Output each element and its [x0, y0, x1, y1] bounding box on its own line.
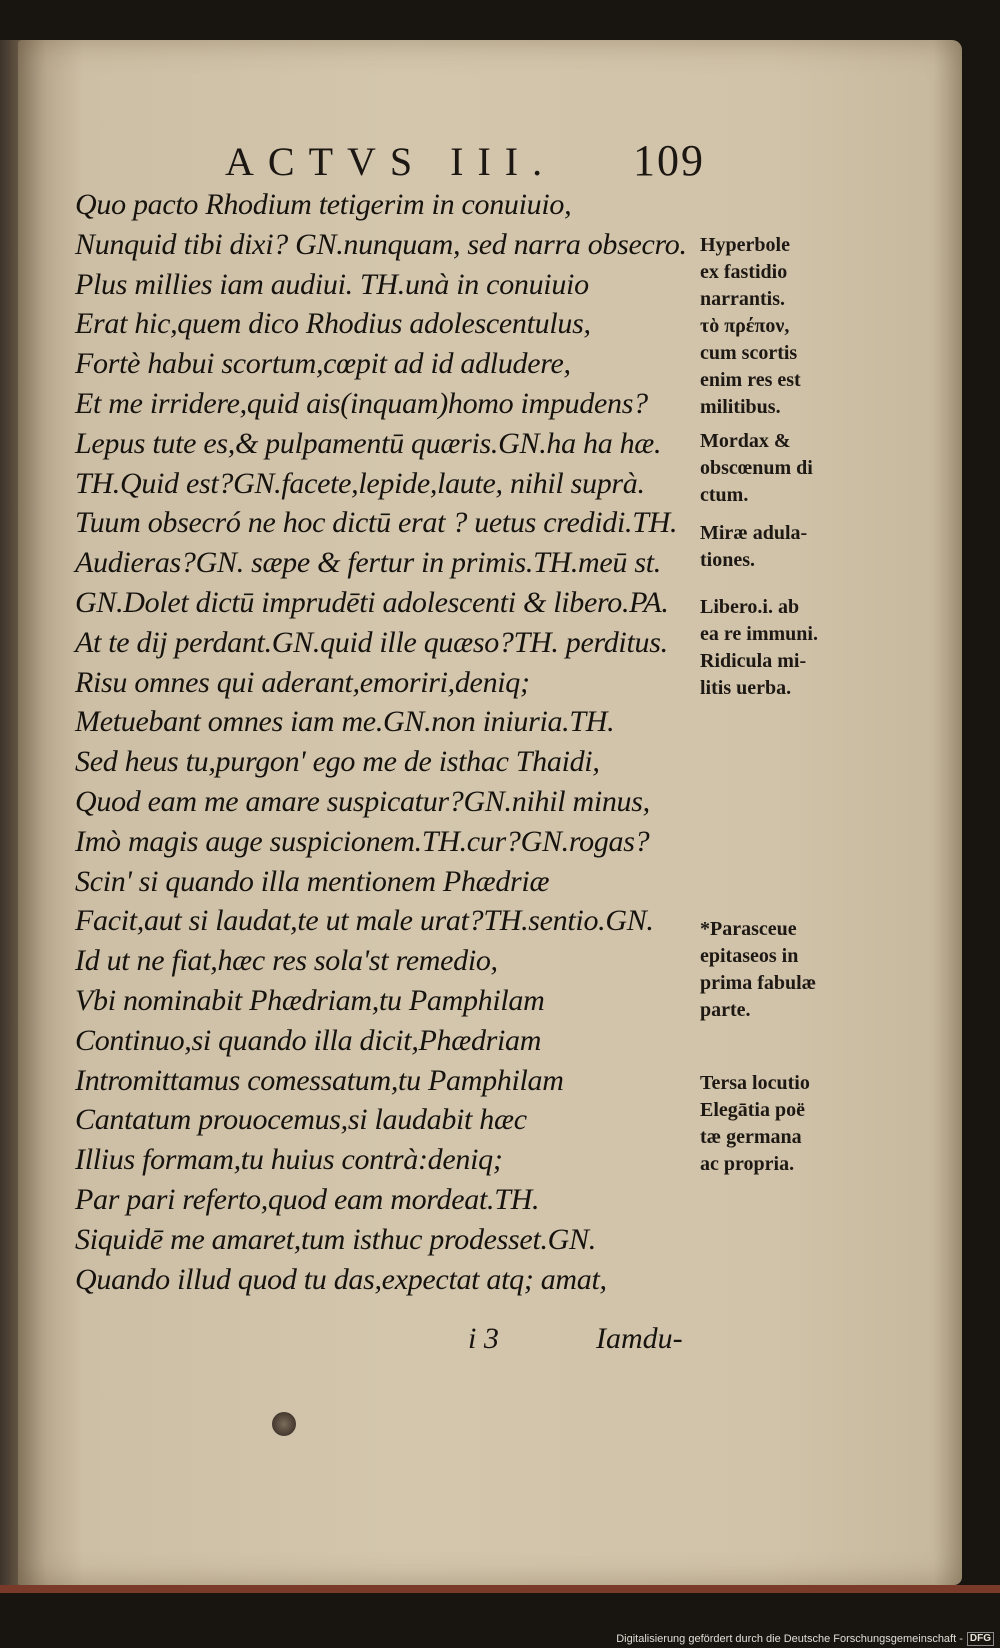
verse-line: Continuo,si quando illa dicit,Phædriam — [75, 1023, 542, 1057]
note-line: militibus. — [700, 396, 781, 418]
verse-line: Risu omnes qui aderant,emoriri,deniq; — [75, 665, 530, 699]
catchword: Iamdu- — [596, 1322, 683, 1355]
note-line: Tersa locutio — [700, 1072, 810, 1094]
verse-text — [75, 185, 695, 1299]
verse-line: Facit,aut si laudat,te ut male urat?TH.sentio.GN. — [75, 904, 654, 938]
note-line: Libero.i. ab — [700, 596, 800, 618]
verse-line: Cantatum prouocemus,si laudabit hæc — [75, 1103, 527, 1137]
verse-line: Erat hic,quem dico Rhodius adolescentulus, — [75, 307, 591, 341]
note-line: Elegātia poë — [700, 1099, 805, 1121]
signature-mark: i 3 — [468, 1322, 499, 1355]
verse-line: Quod eam me amare suspicatur?GN.nihil minus, — [75, 784, 650, 818]
digitization-credit — [616, 1632, 994, 1646]
margin-note-adulationes — [700, 520, 807, 574]
verse-line: Siquidē me amaret,tum isthuc prodesset.GN. — [75, 1222, 596, 1256]
credit-text: Digitalisierung gefördert durch die Deutsche Forschungsgemeinschaft - — [616, 1633, 963, 1645]
note-line: enim res est — [700, 369, 801, 391]
note-line: tiones. — [700, 549, 755, 571]
note-line: litis uerba. — [700, 677, 792, 699]
verse-line: Intromittamus comessatum,tu Pamphilam — [75, 1063, 564, 1097]
note-line: tæ germana — [700, 1126, 802, 1148]
library-stamp-dot — [272, 1412, 296, 1436]
verse-line: Quando illud quod tu das,expectat atq; amat, — [75, 1262, 607, 1296]
page-bottom-edge — [0, 1585, 1000, 1593]
verse-line: Illius formam,tu huius contrà:deniq; — [75, 1143, 503, 1177]
margin-note-mordax — [700, 428, 813, 509]
margin-note-tersa — [700, 1070, 810, 1178]
page-number: 109 — [633, 136, 705, 185]
page-footer — [0, 1322, 1000, 1362]
note-line: τὸ πρέπον, — [700, 315, 790, 337]
note-line: *Parasceue — [700, 918, 797, 940]
note-line: obscœnum di — [700, 457, 813, 479]
note-line: narrantis. — [700, 288, 785, 310]
verse-line: GN.Dolet dictū imprudēti adolescenti & libero.PA. — [75, 585, 669, 619]
margin-note-hyperbole — [700, 232, 801, 421]
verse-line: Sed heus tu,purgon' ego me de isthac Thaidi, — [75, 745, 600, 779]
verse-line: Par pari referto,quod eam mordeat.TH. — [75, 1182, 540, 1216]
verse-line: Nunquid tibi dixi? GN.nunquam, sed narra obsecro. — [75, 227, 687, 261]
verse-line: Et me irridere,quid ais(inquam)homo impudens? — [75, 386, 648, 420]
verse-line: Fortè habui scortum,cœpit ad id adludere, — [75, 347, 571, 381]
note-line: prima fabulæ — [700, 972, 817, 994]
verse-line: Id ut ne fiat,hæc res sola'st remedio, — [75, 944, 498, 978]
verse-line: Plus millies iam audiui. TH.unà in conuiuio — [75, 267, 589, 301]
note-line: ea re immuni. — [700, 623, 818, 645]
note-line: ac propria. — [700, 1153, 795, 1175]
verse-line: Lepus tute es,& pulpamentū quæris.GN.ha ha hæ. — [75, 426, 662, 460]
margin-note-libero — [700, 594, 818, 702]
verse-line: Scin' si quando illa mentionem Phædriæ — [75, 864, 550, 898]
verse-line: At te dij perdant.GN.quid ille quæso?TH. perditus. — [75, 625, 668, 659]
margin-note-parasceue — [700, 916, 816, 1024]
note-line: Miræ adula- — [700, 522, 808, 544]
note-line: Mordax & — [700, 430, 791, 452]
verse-line: Metuebant omnes iam me.GN.non iniuria.TH. — [75, 705, 615, 739]
note-line: ex fastidio — [700, 261, 788, 283]
verse-line: Tuum obsecró ne hoc dictū erat ? uetus credidi.TH. — [75, 506, 678, 540]
verse-line: Imò magis auge suspicionem.TH.cur?GN.rogas? — [75, 824, 650, 858]
note-line: cum scortis — [700, 342, 798, 364]
note-line: Ridicula mi- — [700, 650, 807, 672]
verse-line: Quo pacto Rhodium tetigerim in conuiuio, — [75, 188, 572, 221]
verse-line: Vbi nominabit Phædriam,tu Pamphilam — [75, 983, 545, 1017]
verse-line: TH.Quid est?GN.facete,lepide,laute, nihil suprà. — [75, 466, 645, 500]
note-line: epitaseos in — [700, 945, 799, 967]
dfg-logo: DFG — [967, 1632, 994, 1646]
running-head — [225, 135, 705, 186]
note-line: Hyperbole — [700, 234, 790, 256]
running-head-title: ACTVS III. — [225, 139, 557, 184]
verse-line: Audieras?GN. sæpe & fertur in primis.TH.meū st. — [75, 546, 661, 580]
note-line: parte. — [700, 999, 751, 1021]
note-line: ctum. — [700, 484, 749, 506]
